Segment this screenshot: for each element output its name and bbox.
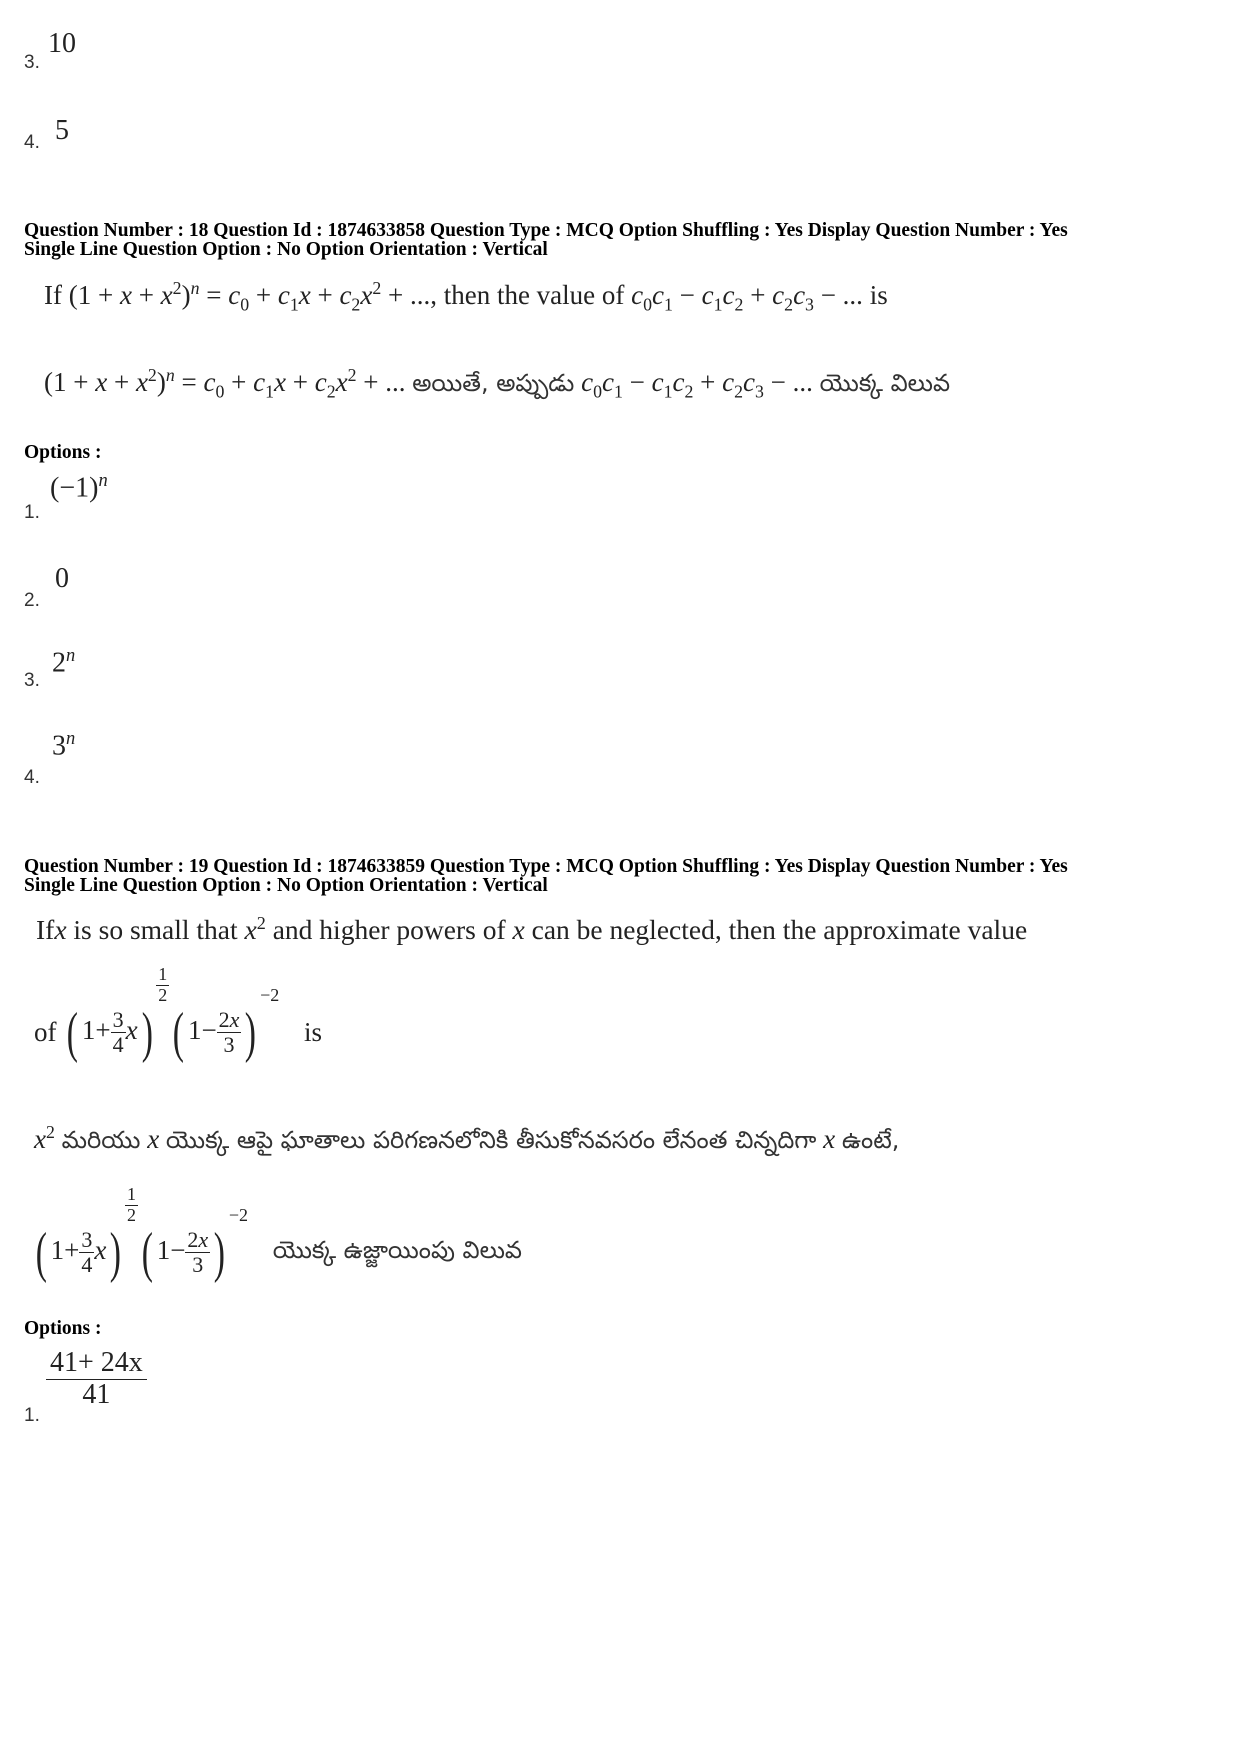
text-fragment: and higher powers of bbox=[272, 914, 506, 946]
option-value[interactable] bbox=[46, 1348, 147, 1411]
option-number: 1. bbox=[24, 502, 40, 523]
option-number: 3. bbox=[24, 52, 40, 73]
question-expression-english: of ( 1+ $\frac{3}{4}$ x) $\frac{1}{2}$ ( 1− $\frac{2x}{3}$ )$^{-2}$ is bbox=[34, 964, 323, 1064]
option-number: 1. bbox=[24, 1405, 40, 1426]
text-is: is bbox=[304, 1017, 323, 1048]
question-text-english: If $(1 + x + x^2)^n = c_0 + c_1x + c_2x^2$ + ..., then the value of $c_0c_1 - c_1c_2 + c_2c_3$ − ... is bbox=[44, 278, 888, 315]
option-value[interactable] bbox=[52, 645, 75, 679]
option-text: 2 bbox=[52, 647, 66, 679]
telugu-text: ఉంటే, bbox=[841, 1126, 900, 1154]
telugu-text: యొక్క ఉజ్జాయింపు విలువ bbox=[272, 1235, 522, 1264]
option-denominator: 41 bbox=[82, 1378, 111, 1410]
option-sup: n bbox=[66, 645, 76, 665]
text-of: of bbox=[34, 1017, 57, 1048]
option-text: 3 bbox=[52, 730, 66, 762]
option-sup: n bbox=[66, 728, 76, 748]
telugu-text: యొక్క ఆపై ఘాతాలు పరిగణనలోనికి తీసుకోనవసరం లేనంత చిన్నదిగా bbox=[165, 1126, 817, 1154]
option-number: 3. bbox=[24, 670, 40, 691]
option-numerator: 41+ 24x bbox=[46, 1348, 147, 1380]
option-value[interactable] bbox=[52, 728, 75, 762]
question-meta: Single Line Question Option : No Option Orientation : Vertical bbox=[24, 239, 548, 260]
option-text: 0 bbox=[55, 563, 69, 594]
question-meta: Question Number : 19 Question Id : 1874633859 Question Type : MCQ Option Shuffling : Yes Display Question Number : Yes bbox=[24, 856, 1068, 877]
option-number: 4. bbox=[24, 767, 40, 788]
option-value[interactable] bbox=[50, 470, 108, 504]
options-label: Options : bbox=[24, 1318, 102, 1339]
option-value: 5 bbox=[55, 115, 69, 146]
text-if: If bbox=[44, 280, 62, 310]
option-number: 2. bbox=[24, 590, 40, 611]
option-number: 4. bbox=[24, 132, 40, 153]
question-text-telugu-line1: $x^2$ మరియు x యొక్క ఆపై ఘాతాలు పరిగణనలోనికి తీసుకోనవసరం లేనంత చిన్నదిగా x ఉంటే, bbox=[34, 1122, 900, 1154]
question-text-english-line1: Ifx is so small that $x^2$ and higher powers of x can be neglected, then the approximate value bbox=[36, 913, 1028, 946]
text-fragment: is so small that bbox=[73, 914, 238, 946]
telugu-text: యొక్క విలువ bbox=[819, 369, 951, 397]
options-label: Options : bbox=[24, 442, 102, 463]
option-value: 10 bbox=[48, 28, 76, 59]
option-text: (−1) bbox=[50, 472, 99, 504]
text-is: is bbox=[869, 280, 888, 310]
telugu-text: మరియు bbox=[61, 1126, 141, 1154]
option-value[interactable] bbox=[55, 563, 69, 595]
question-meta: Single Line Question Option : No Option Orientation : Vertical bbox=[24, 875, 548, 896]
telugu-text: అయితే, అప్పుడు bbox=[412, 369, 575, 397]
option-sup: n bbox=[98, 470, 108, 490]
text-then-value: , then the value of bbox=[430, 280, 625, 310]
text-fragment: If bbox=[36, 914, 55, 946]
text-fragment: can be neglected, then the approximate value bbox=[531, 914, 1028, 946]
question-text-telugu: $(1 + x + x^2)^n = c_0 + c_1x + c_2x^2$ + ... అయితే, అప్పుడు $c_0c_1 - c_1c_2 + c_2c_3$ − ... యొక్క విలువ bbox=[44, 365, 951, 402]
question-expression-telugu: ( 1+ $\frac{3}{4}$ x) $\frac{1}{2}$ ( 1− $\frac{2x}{3}$ )$^{-2}$ యొక్క ఉజ్జాయింపు విలువ bbox=[35, 1184, 522, 1284]
question-meta: Question Number : 18 Question Id : 1874633858 Question Type : MCQ Option Shuffling : Yes Display Question Number : Yes bbox=[24, 220, 1068, 241]
